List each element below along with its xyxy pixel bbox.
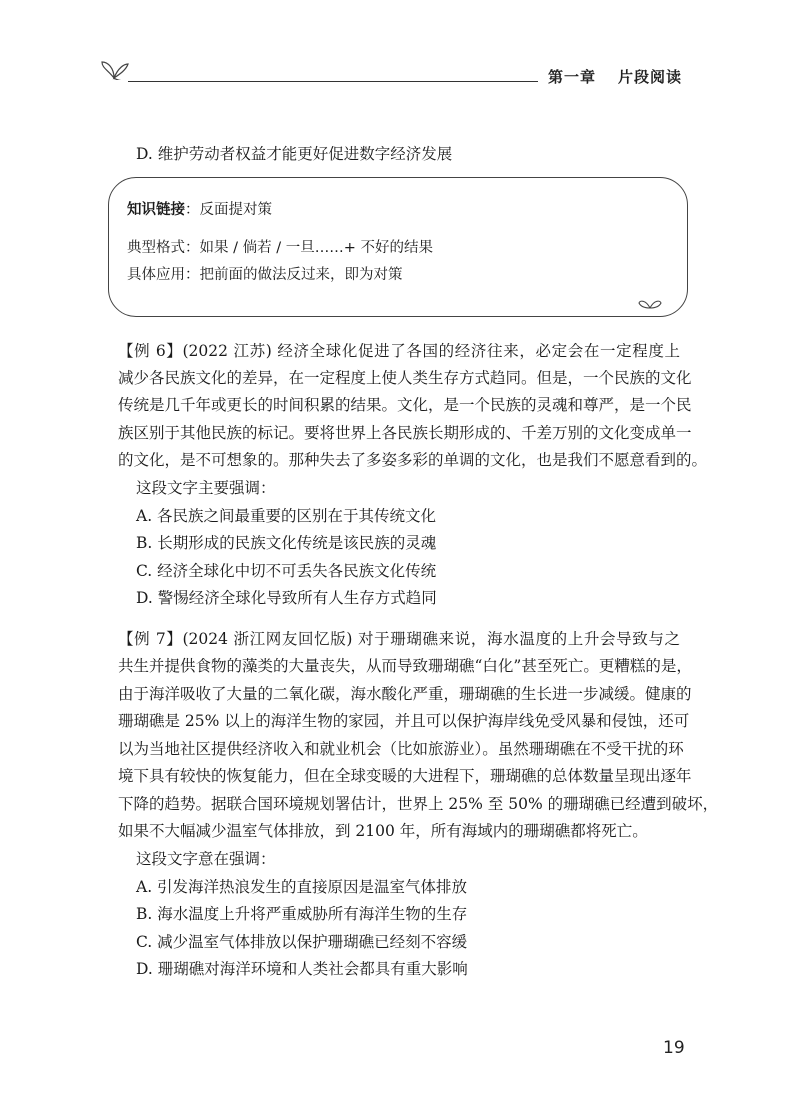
box-title-value: 反面提对策 <box>199 202 272 218</box>
example6-line-1: 【例 6】(2022 江苏) 经济全球化促进了各国的经济往来，必定会在一定程度上 <box>118 342 680 360</box>
box-title-label: 知识链接 <box>127 202 185 218</box>
example7-option-d: D. 珊瑚礁对海洋环境和人类社会都具有重大影响 <box>136 960 468 978</box>
box-apply-label: 具体应用 <box>127 267 185 283</box>
example6-question: 这段文字主要强调： <box>136 479 276 497</box>
example7-line-6: 境下具有较快的恢复能力，但在全球变暖的大进程下，珊瑚礁的总体数量呈现出逐年 <box>118 767 692 785</box>
box-title-row: 知识链接：反面提对策 <box>127 202 272 218</box>
chapter-label: 第一章 <box>547 68 596 86</box>
example7-line-8: 如果不大幅减少温室气体排放，到 2100 年，所有海域内的珊瑚礁都将死亡。 <box>118 822 648 840</box>
example7-question: 这段文字意在强调： <box>136 850 276 868</box>
box-pattern-row: 典型格式：如果 / 倘若 / 一旦……+ 不好的结果 <box>127 240 433 256</box>
example6-option-b: B. 长期形成的民族文化传统是该民族的灵魂 <box>136 534 437 552</box>
box-apply-row: 具体应用：把前面的做法反过来，即为对策 <box>127 267 403 283</box>
example7-line-5: 以为当地社区提供经济收入和就业机会（比如旅游业）。虽然珊瑚礁在不受干扰的环 <box>118 740 684 758</box>
knowledge-link-box <box>108 177 688 317</box>
example6-line-3: 传统是几千年或更长的时间积累的结果。文化，是一个民族的灵魂和尊严，是一个民 <box>118 396 692 414</box>
example7-line-4: 珊瑚礁是 25% 以上的海洋生物的家园，并且可以保护海岸线免受风暴和侵蚀，还可 <box>118 712 690 730</box>
box-pattern-label: 典型格式 <box>127 240 185 256</box>
sprout-decoration-icon <box>100 56 150 80</box>
example7-line-7: 下降的趋势。据联合国环境规划署估计，世界上 25% 至 50% 的珊瑚礁已经遭到破坏， <box>118 795 719 813</box>
example6-line-5: 的文化，是不可想象的。那种失去了多姿多彩的单调的文化，也是我们不愿意看到的。 <box>118 451 708 469</box>
box-apply-value: 把前面的做法反过来，即为对策 <box>199 267 403 283</box>
sprout-corner-icon <box>637 296 663 310</box>
example6-line-4: 族区别于其他民族的标记。要将世界上各民族长期形成的、千差万别的文化变成单一 <box>118 424 692 442</box>
carryover-option-d: D. 维护劳动者权益才能更好促进数字经济发展 <box>136 145 453 163</box>
box-pattern-value: 如果 / 倘若 / 一旦……+ 不好的结果 <box>199 240 433 256</box>
example7-line-2: 共生并提供食物的藻类的大量丧失，从而导致珊瑚礁“白化”甚至死亡。更糟糕的是， <box>118 657 692 675</box>
example6-option-c: C. 经济全球化中切不可丢失各民族文化传统 <box>136 562 437 580</box>
example7-option-c: C. 减少温室气体排放以保护珊瑚礁已经刻不容缓 <box>136 933 468 951</box>
example6-option-d: D. 警惕经济全球化导致所有人生存方式趋同 <box>136 589 437 607</box>
example7-line-3: 由于海洋吸收了大量的二氧化碳，海水酸化严重，珊瑚礁的生长进一步减缓。健康的 <box>118 685 692 703</box>
example7-option-b: B. 海水温度上升将严重威胁所有海洋生物的生存 <box>136 905 468 923</box>
page-number: 19 <box>663 1038 685 1058</box>
example6-line-2: 减少各民族文化的差异，在一定程度上使人类生存方式趋同。但是，一个民族的文化 <box>118 369 692 387</box>
example6-option-a: A. 各民族之间最重要的区别在于其传统文化 <box>136 507 437 525</box>
example7-line-1: 【例 7】(2024 浙江网友回忆版) 对于珊瑚礁来说，海水温度的上升会导致与之 <box>118 630 680 648</box>
running-header <box>538 66 682 87</box>
example7-option-a: A. 引发海洋热浪发生的直接原因是温室气体排放 <box>136 878 468 896</box>
section-label: 片段阅读 <box>617 68 682 86</box>
